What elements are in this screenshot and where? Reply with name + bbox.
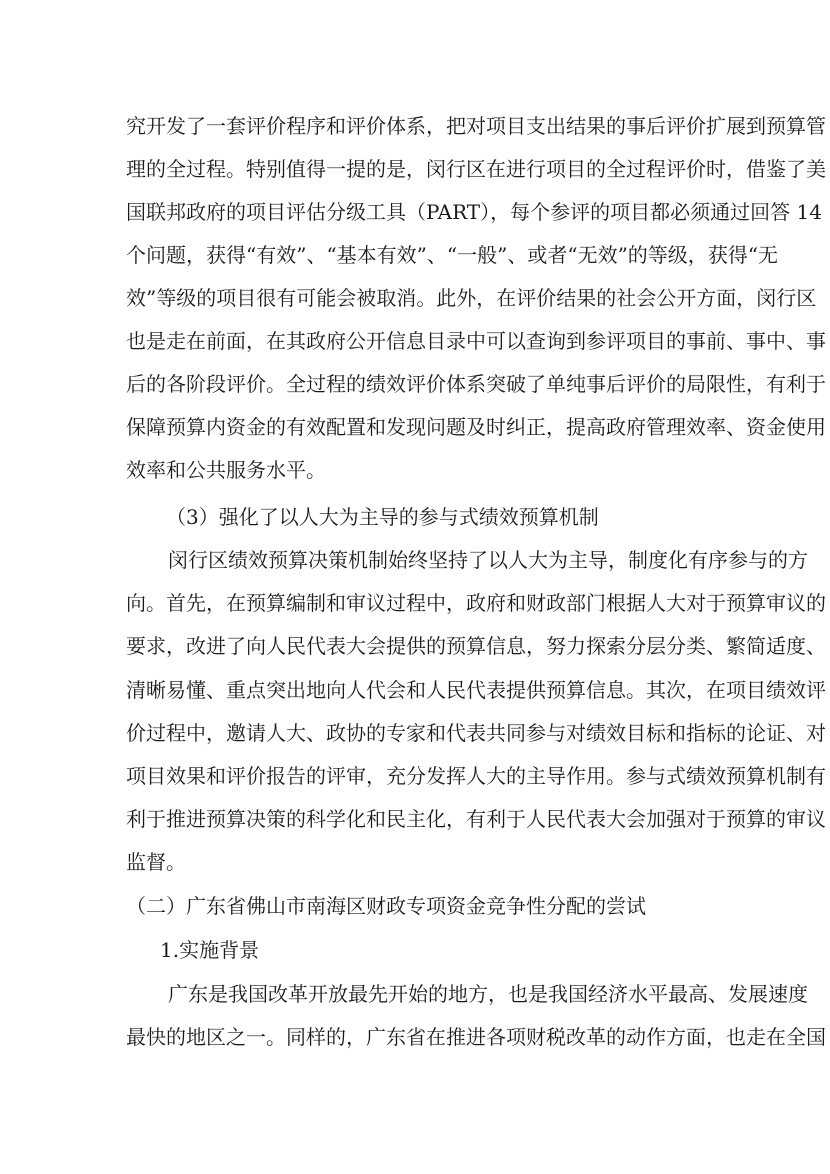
paragraph-line: 保障预算内资金的有效配置和发现问题及时纠正，提高政府管理效率、资金使用 [126, 415, 826, 439]
paragraph-line: 也是走在前面，在其政府公开信息目录中可以查询到参评项目的事前、事中、事 [126, 329, 826, 353]
paragraph-line: 监督。 [126, 850, 186, 874]
paragraph-line: 要求，改进了向人民代表大会提供的预算信息，努力探索分层分类、繁简适度、 [126, 634, 826, 658]
paragraph-line: 闵行区绩效预算决策机制始终坚持了以人大为主导，制度化有序参与的方 [168, 548, 808, 572]
paragraph-line: 理的全过程。特别值得一提的是，闵行区在进行项目的全过程评价时，借鉴了美 [126, 157, 826, 181]
paragraph-line: 向。首先，在预算编制和审议过程中，政府和财政部门根据人大对于预算审议的 [126, 591, 826, 615]
paragraph-line: 项目效果和评价报告的评审，充分发挥人大的主导作用。参与式绩效预算机制有 [126, 764, 826, 788]
paragraph-line: 价过程中，邀请人大、政协的专家和代表共同参与对绩效目标和指标的论证、对 [126, 721, 826, 745]
paragraph-line: 效率和公共服务水平。 [126, 458, 326, 482]
subsection-heading: 1.实施背景 [160, 938, 260, 962]
section-heading: （3）强化了以人大为主导的参与式绩效预算机制 [166, 505, 599, 529]
paragraph-line: 究开发了一套评价程序和评价体系，把对项目支出结果的事后评价扩展到预算管 [126, 114, 826, 138]
paragraph-line: 个问题，获得“有效”、“基本有效”、“一般”、或者“无效”的等级，获得“无 [126, 243, 779, 267]
paragraph-line: 效”等级的项目很有可能会被取消。此外，在评价结果的社会公开方面，闵行区 [126, 286, 817, 310]
paragraph-line: 广东是我国改革开放最先开始的地方，也是我国经济水平最高、发展速度 [168, 982, 808, 1006]
paragraph-line: 后的各阶段评价。全过程的绩效评价体系突破了单纯事后评价的局限性，有利于 [126, 372, 826, 396]
paragraph-line: 国联邦政府的项目评估分级工具（PART），每个参评的项目都必须通过回答 14 [126, 200, 822, 224]
paragraph-line: 清晰易懂、重点突出地向人代会和人民代表提供预算信息。其次，在项目绩效评 [126, 678, 826, 702]
section-heading: （二）广东省佛山市南海区财政专项资金竞争性分配的尝试 [126, 894, 646, 918]
paragraph-line: 利于推进预算决策的科学化和民主化，有利于人民代表大会加强对于预算的审议 [126, 807, 826, 831]
paragraph-line: 最快的地区之一。同样的，广东省在推进各项财税改革的动作方面，也走在全国 [126, 1025, 826, 1049]
